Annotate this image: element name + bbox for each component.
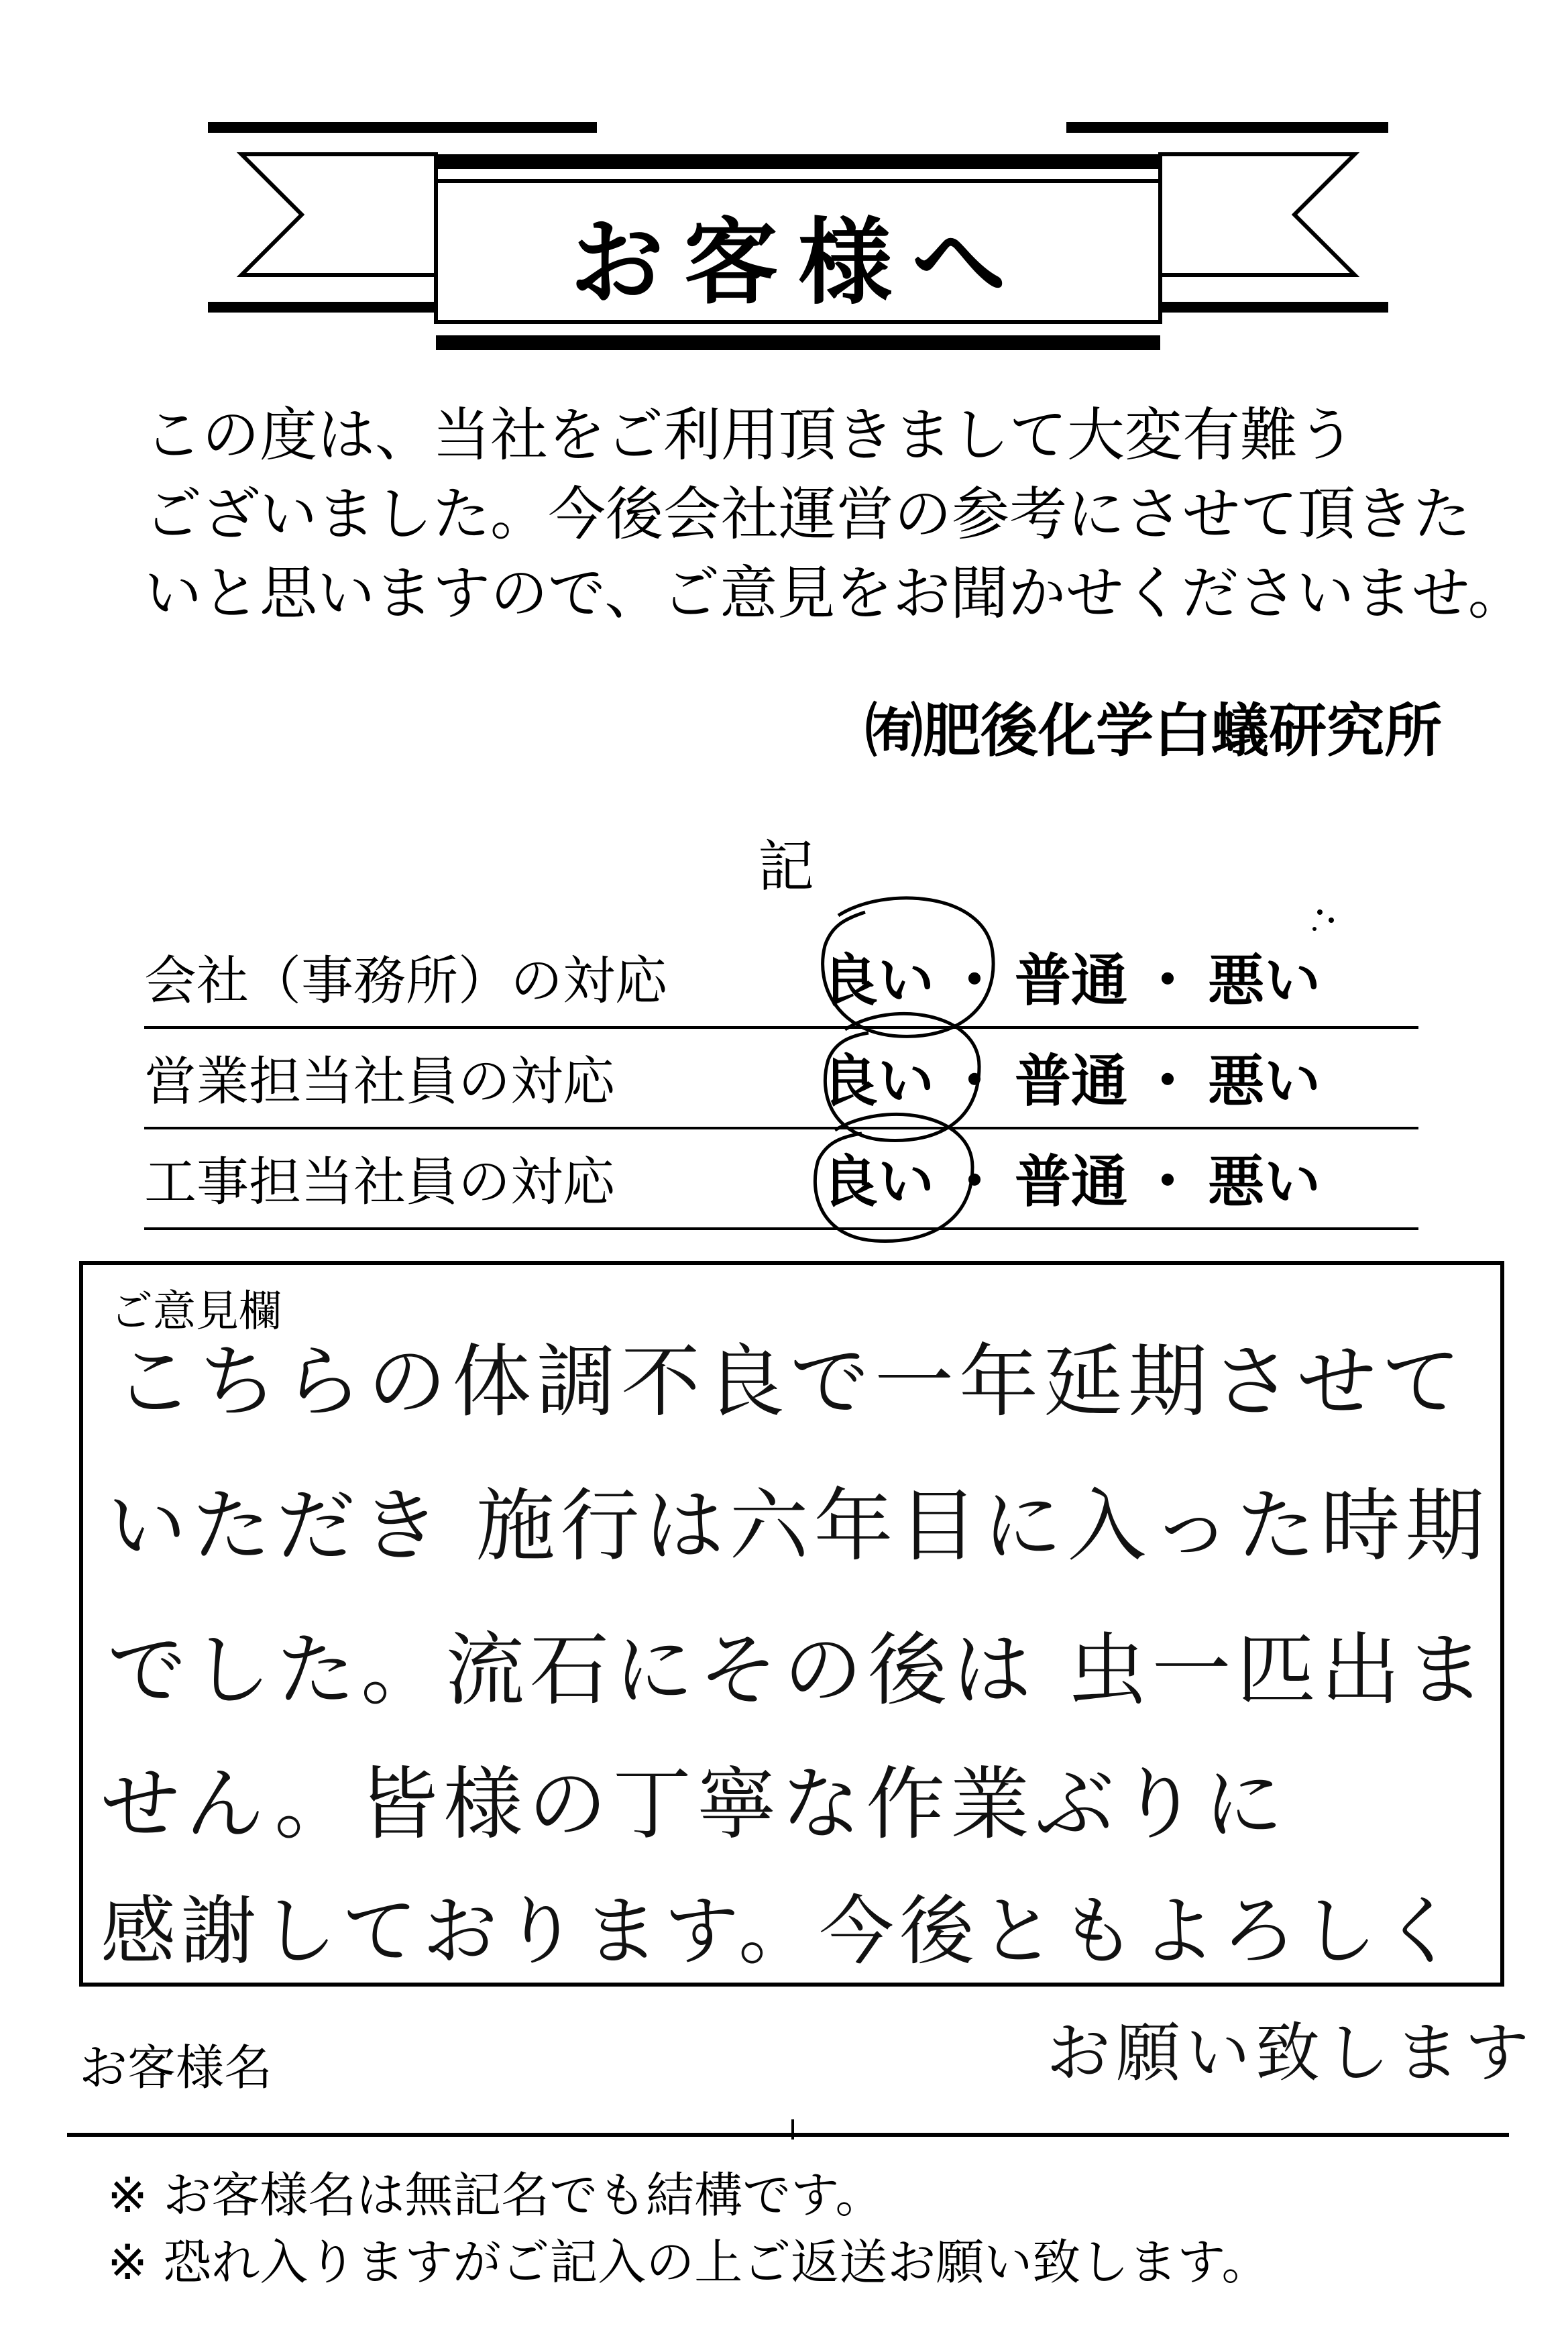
option-good[interactable]: 良い (822, 1048, 935, 1114)
handwritten-line: お願い致します (1046, 2015, 1534, 2091)
option-normal[interactable]: 普通 (1015, 948, 1128, 1013)
rating-options (822, 936, 1321, 1017)
page-title: お客様へ (569, 207, 1026, 318)
rating-row-construction (144, 1127, 1418, 1230)
option-separator: ・ (1139, 1149, 1196, 1215)
rating-label: 会社（事務所）の対応 (144, 951, 668, 1011)
option-separator: ・ (946, 948, 1003, 1013)
customer-name-field[interactable] (67, 2133, 1509, 2137)
option-normal[interactable]: 普通 (1015, 1048, 1128, 1114)
intro-line: この度は、当社をご利用頂きまして大変有難う (144, 402, 1355, 469)
option-bad[interactable]: 悪い (1208, 1149, 1321, 1215)
handwritten-line: でした。流石にその後は 虫一匹出ま (107, 1624, 1490, 1716)
option-separator: ・ (946, 1048, 1003, 1114)
option-separator: ・ (946, 1149, 1003, 1215)
company-name: ㈲肥後化学白蟻研究所 (865, 698, 1442, 765)
note-line: ※ お客様名は無記名でも結構です。 (107, 2167, 884, 2223)
rating-label: 営業担当社員の対応 (144, 1052, 616, 1112)
intro-paragraph (144, 396, 1526, 633)
opinion-label: ご意見欄 (110, 1287, 282, 1337)
rating-row-sales (144, 1026, 1418, 1129)
option-good[interactable]: 良い (822, 948, 935, 1013)
intro-line: いと思いますので、ご意見をお聞かせくださいませ。 (144, 560, 1526, 627)
ki-heading: 記 (758, 834, 815, 899)
option-good[interactable]: 良い (822, 1149, 935, 1215)
handwritten-line: せん。皆様の丁寧な作業ぶりに (101, 1758, 1289, 1850)
note-line: ※ 恐れ入りますがご記入の上ご返送お願い致します。 (107, 2234, 1270, 2290)
option-separator: ・ (1139, 948, 1196, 1013)
divider (791, 2119, 794, 2140)
handwritten-line: いただき 施行は六年目に入った時期 (107, 1480, 1490, 1572)
rating-options (822, 1036, 1321, 1117)
handwritten-line: 感謝しております。今後ともよろしく (101, 1888, 1463, 1975)
intro-line: ございました。今後会社運営の参考にさせて頂きた (144, 481, 1471, 548)
handwritten-line: こちらの体調不良で一年延期させて (114, 1335, 1467, 1428)
rating-row-office (144, 926, 1418, 1029)
rating-options (822, 1137, 1321, 1218)
option-separator: ・ (1139, 1048, 1196, 1114)
option-bad[interactable]: 悪い (1208, 948, 1321, 1013)
option-bad[interactable]: 悪い (1208, 1048, 1321, 1114)
customer-name-label: お客様名 (79, 2040, 273, 2096)
rating-label: 工事担当社員の対応 (144, 1152, 616, 1213)
option-normal[interactable]: 普通 (1015, 1149, 1128, 1215)
